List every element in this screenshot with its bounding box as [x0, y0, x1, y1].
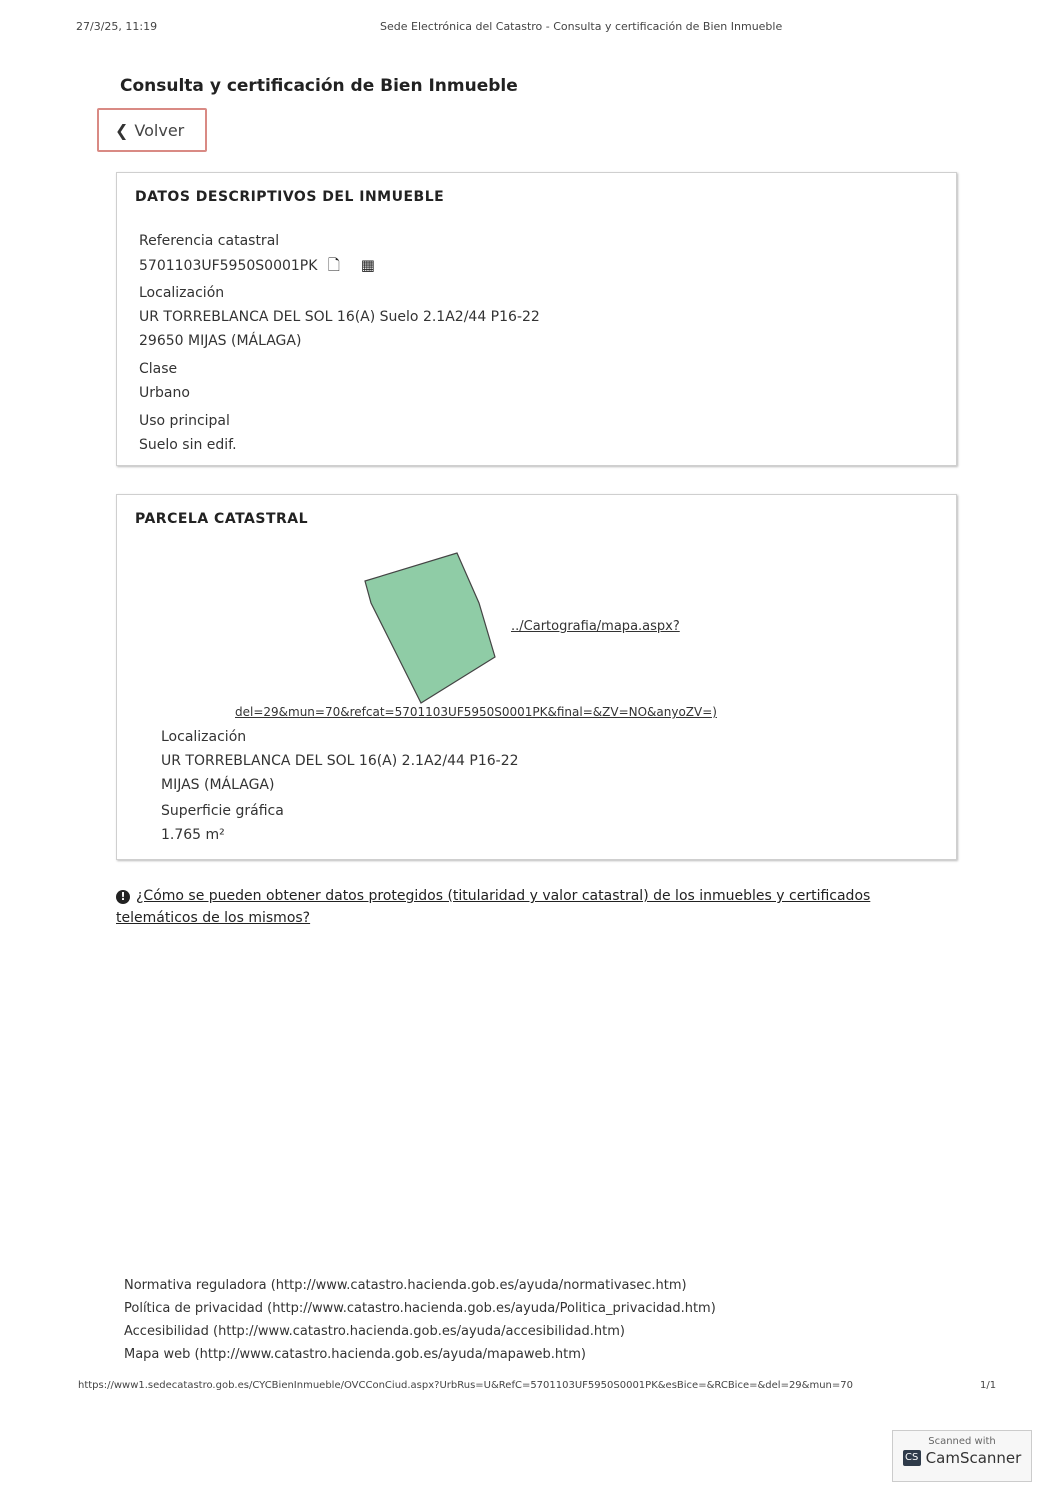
print-page-number: 1/1	[980, 1380, 997, 1391]
parcel-location-field	[161, 725, 519, 797]
camscanner-badge	[892, 1430, 1032, 1482]
parcel-location-line-1: UR TORREBLANCA DEL SOL 16(A) 2.1A2/44 P16-22	[161, 753, 519, 769]
class-value: Urbano	[139, 385, 190, 401]
scanner-badge-bottom	[893, 1449, 1031, 1467]
parcel-location-line-2: MIJAS (MÁLAGA)	[161, 777, 275, 793]
scanner-badge-brand: CamScanner	[925, 1449, 1022, 1467]
print-date: 27/3/25, 11:19	[76, 20, 158, 33]
footer-link-mapa-web[interactable]: Mapa web (http://www.catastro.hacienda.gob.es/ayuda/mapaweb.htm)	[124, 1347, 586, 1362]
barcode-icon[interactable]: ▦	[360, 256, 375, 274]
graphic-surface-value: 1.765 m²	[161, 827, 225, 843]
descriptive-panel-title: DATOS DESCRIPTIVOS DEL INMUEBLE	[135, 189, 445, 205]
page-title: Consulta y certificación de Bien Inmueble	[120, 76, 518, 96]
cadastral-reference-row	[139, 253, 391, 278]
map-link-part-1[interactable]: ../Cartografia/mapa.aspx?	[511, 619, 680, 634]
protected-data-info-text: ¿Cómo se pueden obtener datos protegidos (titularidad y valor catastral) de los inmuebles y certificados telemáticos de los mismos?	[116, 888, 871, 926]
chevron-left-icon: ❮	[115, 120, 129, 140]
descriptive-data-panel	[116, 172, 957, 466]
cadastral-reference-label: Referencia catastral	[139, 233, 280, 249]
location-line-2: 29650 MIJAS (MÁLAGA)	[139, 333, 302, 349]
footer-link-accesibilidad[interactable]: Accesibilidad (http://www.catastro.hacienda.gob.es/ayuda/accesibilidad.htm)	[124, 1324, 625, 1339]
graphic-surface-label: Superficie gráfica	[161, 803, 284, 819]
footer-link-privacidad[interactable]: Política de privacidad (http://www.catastro.hacienda.gob.es/ayuda/Politica_privacidad.htm)	[124, 1301, 716, 1316]
info-icon: !	[116, 890, 130, 904]
parcel-shape	[365, 553, 495, 703]
main-use-value: Suelo sin edif.	[139, 437, 237, 453]
map-link-part-2[interactable]: del=29&mun=70&refcat=5701103UF5950S0001PK&final=&ZV=NO&anyoZV=)	[235, 705, 717, 719]
scanner-badge-top: Scanned with	[928, 1436, 996, 1447]
back-button-label: Volver	[134, 120, 185, 140]
footer-link-normativa[interactable]: Normativa reguladora (http://www.catastro.hacienda.gob.es/ayuda/normativasec.htm)	[124, 1278, 687, 1293]
print-footer-url: https://www1.sedecatastro.gob.es/CYCBienInmueble/OVCConCiud.aspx?UrbRus=U&RefC=5701103UF5950S0001PK&esBice=&RCBice=&del=29&mun=70	[78, 1380, 853, 1391]
graphic-surface-field	[161, 799, 284, 847]
print-header-title: Sede Electrónica del Catastro - Consulta y certificación de Bien Inmueble	[380, 20, 783, 33]
main-use-field	[139, 409, 237, 457]
class-label: Clase	[139, 361, 178, 377]
footer-links	[124, 1274, 716, 1366]
cadastral-reference-field	[139, 229, 391, 278]
camscanner-logo-icon: CS	[903, 1450, 921, 1466]
copy-icon[interactable]: 🗋	[327, 256, 340, 274]
location-line-1: UR TORREBLANCA DEL SOL 16(A) Suelo 2.1A2/44 P16-22	[139, 309, 540, 325]
parcel-map-image[interactable]	[363, 551, 503, 711]
parcel-location-label: Localización	[161, 729, 247, 745]
class-field	[139, 357, 190, 405]
cadastral-reference-value: 5701103UF5950S0001PK	[139, 258, 318, 274]
protected-data-info-link[interactable]	[116, 885, 946, 929]
main-use-label: Uso principal	[139, 413, 230, 429]
back-button[interactable]	[97, 108, 207, 152]
location-label: Localización	[139, 285, 225, 301]
parcel-panel-title: PARCELA CATASTRAL	[135, 511, 309, 527]
cadastral-parcel-panel	[116, 494, 957, 860]
location-field	[139, 281, 540, 353]
